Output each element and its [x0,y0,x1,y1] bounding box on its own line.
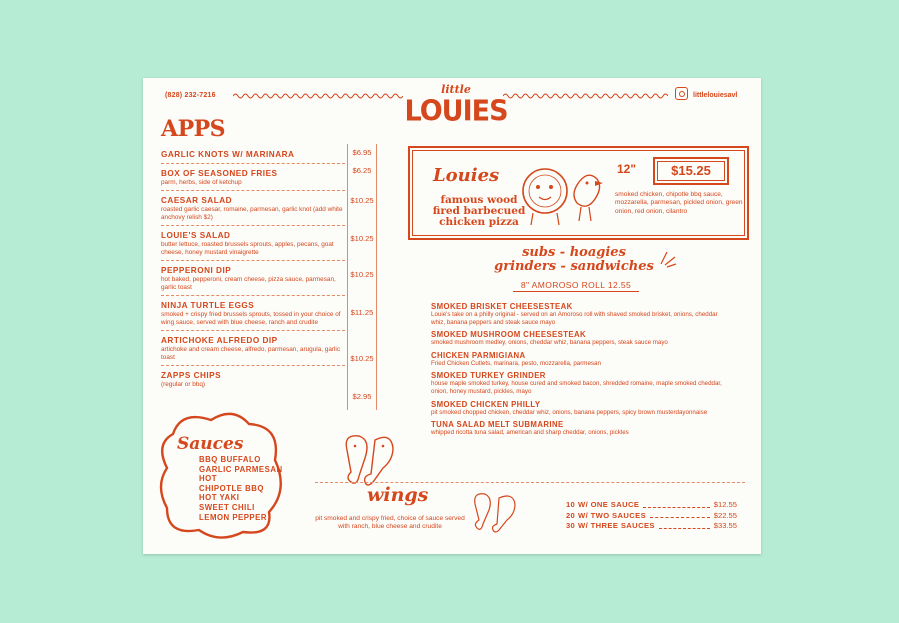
list-item: 30 W/ THREE SAUCES $33.55 [565,521,737,530]
featured-price-box [653,157,729,185]
price: $11.25 [350,308,374,317]
list-item: BBQ BUFFALO [199,455,261,464]
featured-name: famous wood fired barbecued chicken pizza [432,194,526,228]
list-item: SMOKED TURKEY GRINDER house maple smoked turkey, house cured and smoked bacon, shredded romaine, maple smoked cheddar, onion, honey mustard, pickles, mayo [431,371,722,395]
sauces-title: Sauces [177,434,244,454]
sparkle-icon [657,248,677,268]
logo-little: little [441,83,471,96]
roll-underline [513,291,639,292]
apps-title: APPS [161,116,226,142]
logo-louies: LOUIES [404,95,508,128]
featured-size: 12" [617,162,637,176]
price: $6.25 [352,166,372,175]
list-item: 20 W/ TWO SAUCES $22.55 [565,510,737,520]
wings-description: pit smoked and crispy fried, choice of sauce served with ranch, blue cheese and crudite [315,515,465,531]
subs-title: subs - hoagies grinders - sandwiches [494,245,654,274]
list-item: SMOKED MUSHROOM CHEESESTEAK smoked mushroom medley, onions, cheddar whiz, banana peppers, steak sauce mayo [431,330,668,347]
price: $10.25 [350,234,374,243]
list-item: GARLIC PARMESAN [199,464,283,474]
price: $10.25 [350,196,374,205]
apps-list [161,147,345,394]
list-item: CHIPOTLE BBQ [199,483,264,493]
featured-script-title: Louies [433,165,500,186]
price: $2.95 [352,392,372,401]
price: $6.95 [352,148,372,157]
list-item: LEMON PEPPER [199,512,267,522]
pizza-chicken-illustration-icon [517,159,609,231]
roll-price: 8" AMOROSO ROLL 12.55 [520,280,632,290]
price: $10.25 [350,354,374,363]
list-item: CAESAR SALAD roasted garlic caesar, romaine, parmesan, garlic knot (add white anchovy relish $2) [161,193,345,226]
list-item: BOX OF SEASONED FRIES parm, herbs, side of ketchup [161,166,345,191]
list-item: NINJA TURTLE EGGS smoked + crispy fried brussels sprouts, tossed in your choice of wing sauce, served with blue cheese, ranch and crudite [161,298,345,331]
price: $10.25 [350,270,374,279]
price-column [347,144,377,410]
featured-price: $15.25 [657,161,725,181]
menu-sheet [143,78,761,554]
list-item: ZAPPS CHIPS (regular or bbq) [161,371,222,388]
phone-number: (828) 232-7216 [165,92,216,99]
instagram-handle: littlelouiesavl [693,92,738,99]
list-item: LOUIE'S SALAD butter lettuce, roasted brussels sprouts, apples, pecans, goat cheese, honey mustard vinaigrette [161,228,345,261]
list-item: PEPPERONI DIP hot baked, pepperoni, cream cheese, pizza sauce, parmesan, garlic toast [161,263,345,296]
list-item: 10 W/ ONE SAUCE $12.55 [565,500,737,509]
header-wave-right [503,92,668,100]
featured-description: smoked chicken, chipotle bbq sauce, mozzarella, parmesan, pickled onion, green onion, red onion, cilantro [615,191,743,215]
subs-list [431,302,731,441]
header-wave-left [233,92,403,100]
list-item: SMOKED CHICKEN PHILLY pit smoked chopped chicken, cheddar whiz, onions, banana peppers, spicy brown musterdayonnaise [431,399,708,416]
small-chicken-legs-icon [469,490,527,538]
list-item: CHICKEN PARMIGIANA Fried Chicken Cutlets, marinara, pesto, mozzarella, parmesan [431,350,601,367]
wings-title: wings [367,484,429,506]
featured-pizza-box [408,146,749,240]
list-item: HOT YAKI [199,493,240,503]
wings-price-list [525,500,737,532]
list-item: GARLIC KNOTS W/ MARINARA [161,147,345,164]
list-item: TUNA SALAD MELT SUBMARINE whipped ricotta tuna salad, american and sharp cheddar, onions, pickles [431,420,629,437]
wings-divider [315,482,745,483]
instagram-icon [675,87,688,100]
list-item: HOT [199,474,217,484]
list-item: SMOKED BRISKET CHEESESTEAK Louie's take on a philly original - served on an Amoroso roll with shaved smoked brisket, onions, cheddar whiz, banana peppers and steak sauce mayo [431,302,718,326]
list-item: ARTICHOKE ALFREDO DIP artichoke and cream cheese, alfredo, parmesan, arugula, garlic toast [161,333,345,366]
sauces-list [199,455,283,522]
list-item: SWEET CHILI [199,502,255,512]
